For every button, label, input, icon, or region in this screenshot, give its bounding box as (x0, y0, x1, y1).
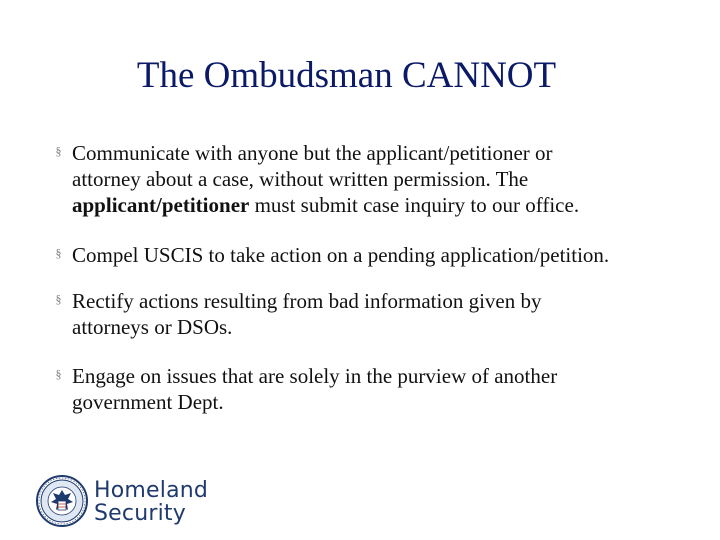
bullet-text-line: attorneys or DSOs. (72, 315, 233, 339)
bullet-marker: § (55, 292, 62, 306)
slide-title: The Ombudsman CANNOT (136, 55, 557, 96)
bullet-marker: § (55, 246, 62, 260)
bullet-text-line: Rectify actions resulting from bad information given by (72, 289, 542, 313)
bullet-text-line: Engage on issues that are solely in the purview of another (72, 364, 558, 388)
bullet-text-rest: must submit case inquiry to our office. (249, 193, 580, 217)
dhs-seal-icon (36, 475, 88, 527)
logo-word-homeland: Homeland (94, 478, 209, 503)
bullet-text-line: Compel USCIS to take action on a pending application/petition. (72, 243, 610, 267)
bullet-text-emphasis: applicant/petitioner (72, 193, 250, 217)
logo-word-security: Security (94, 501, 186, 526)
bullet-marker: § (55, 144, 62, 158)
bullet-marker: § (55, 367, 62, 381)
bullet-text-line: attorney about a case, without written permission. The (72, 167, 529, 191)
bullet-text-line (72, 192, 702, 218)
bullet-text-line: government Dept. (72, 390, 224, 414)
homeland-security-logo (36, 475, 216, 529)
bullet-text-line: Communicate with anyone but the applicant/petitioner or (72, 141, 553, 165)
